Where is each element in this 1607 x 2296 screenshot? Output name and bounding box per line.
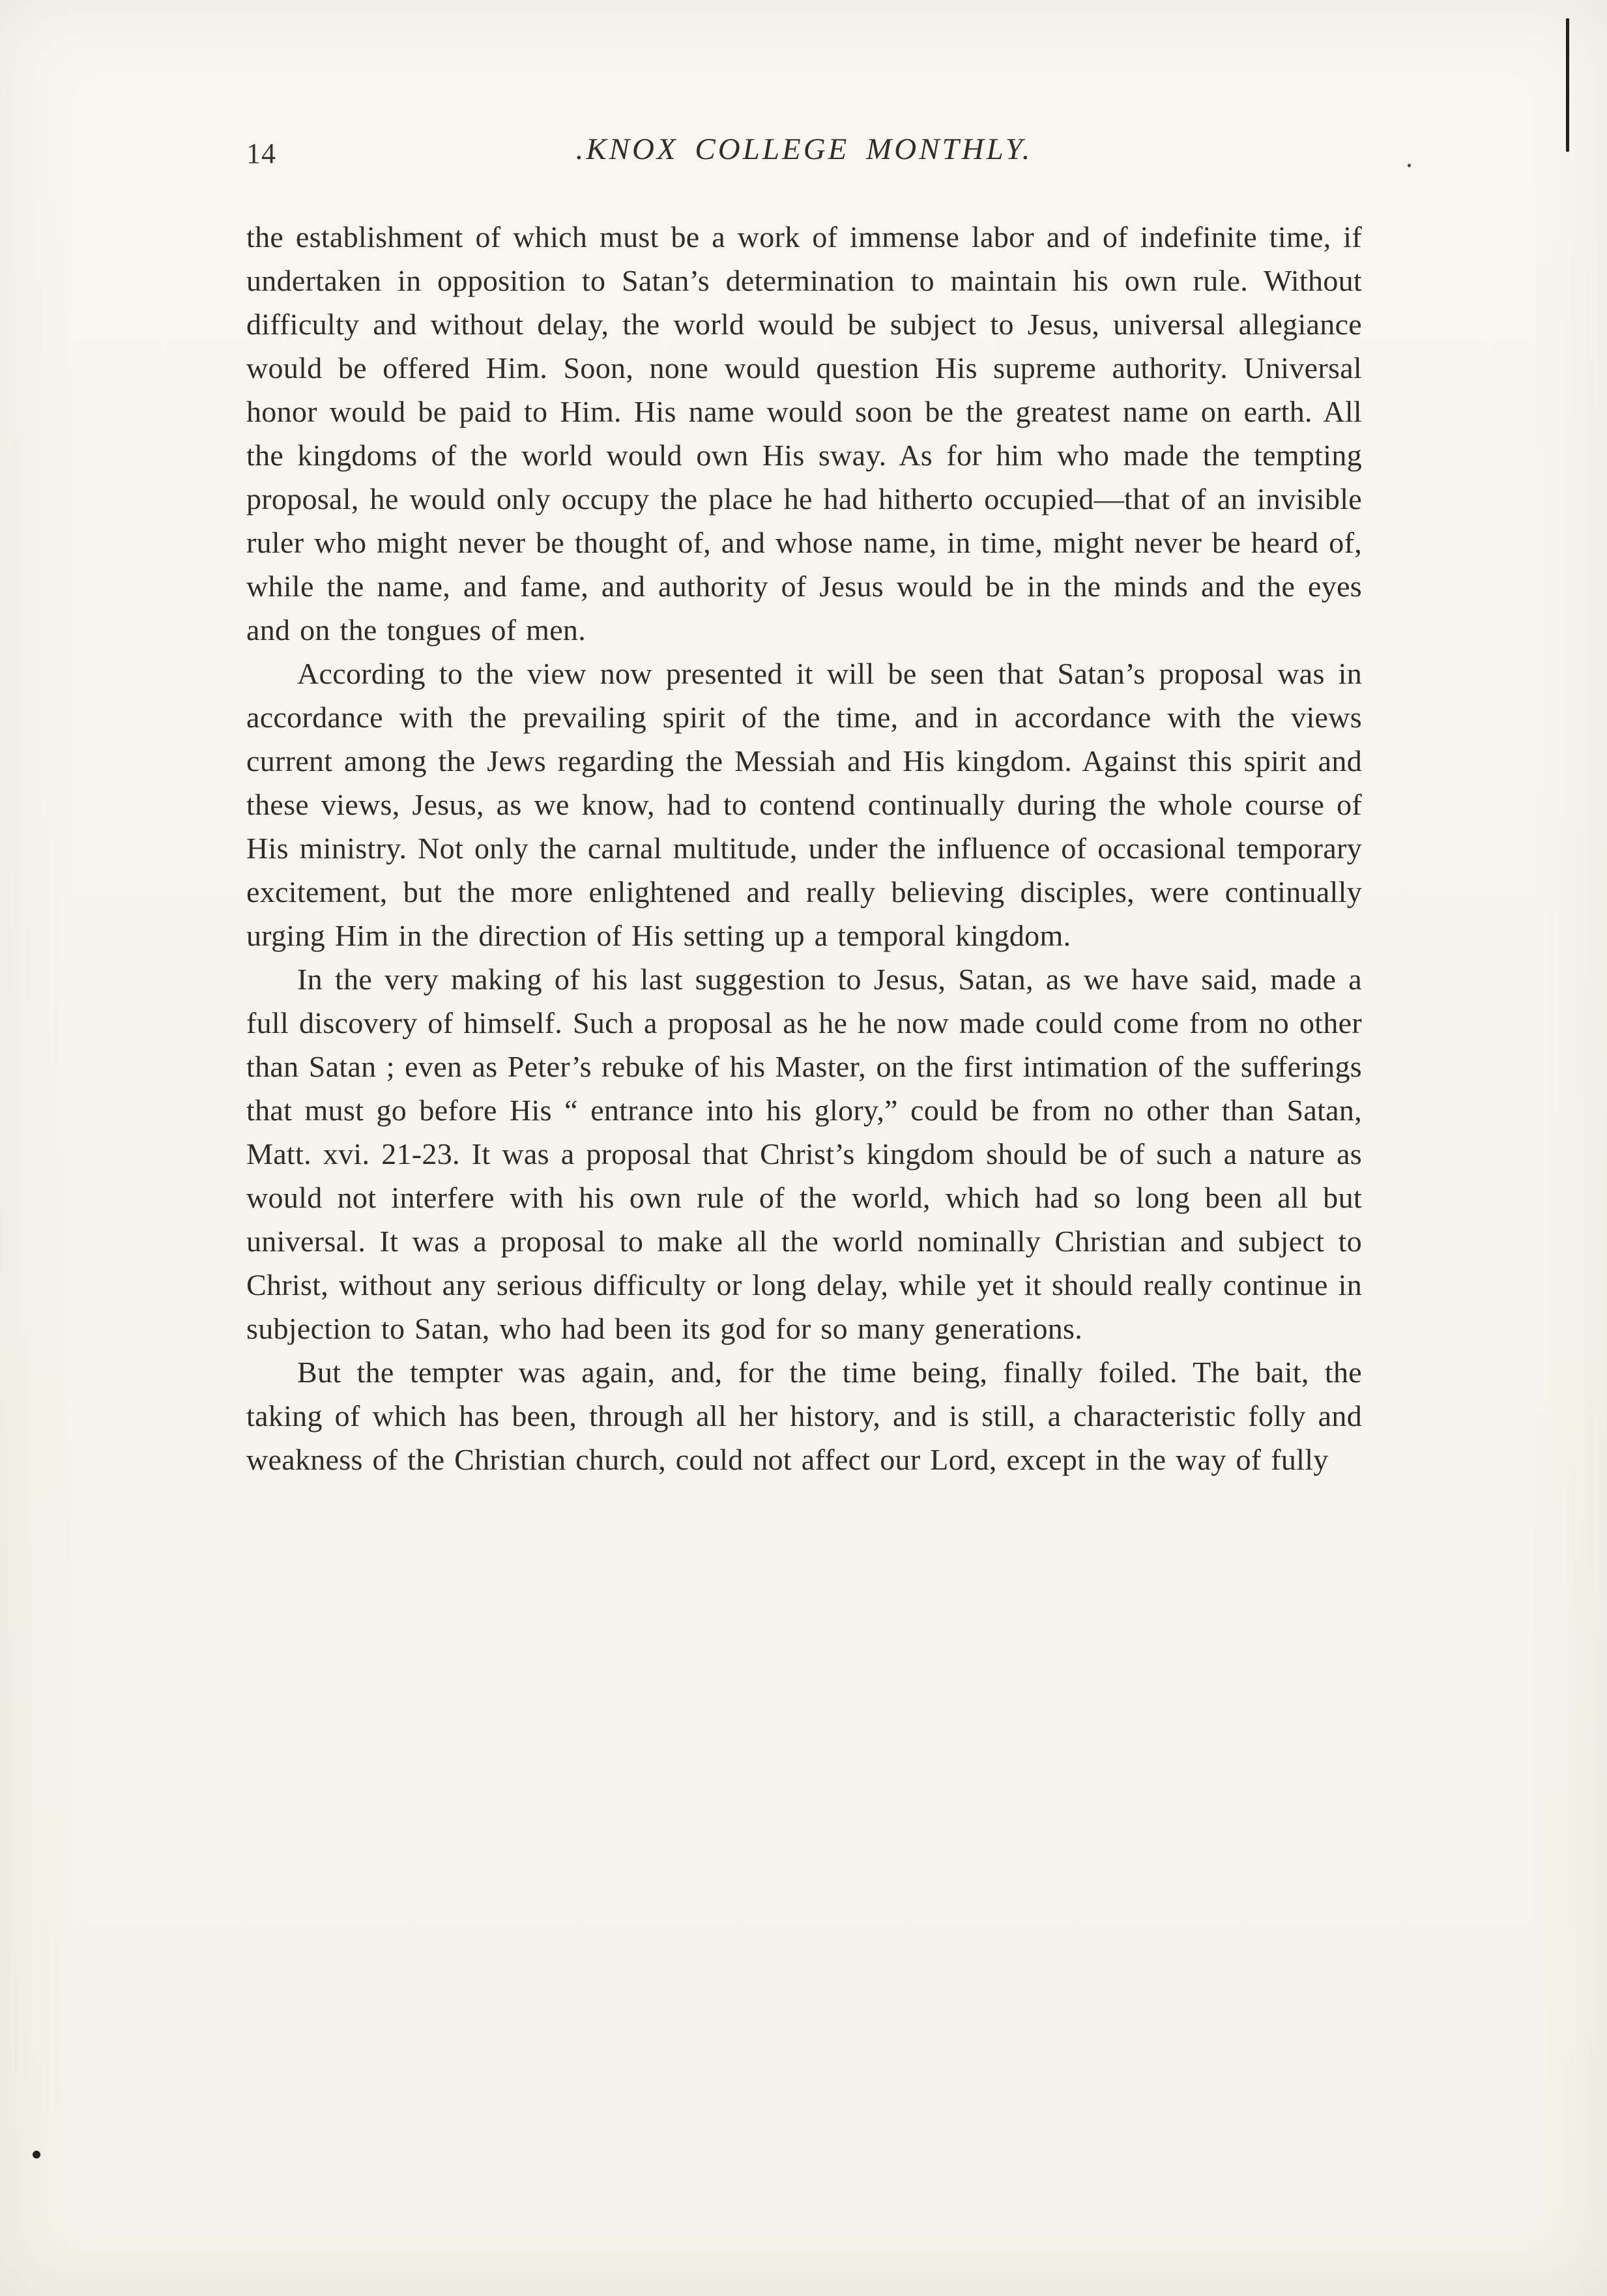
body-text bbox=[246, 215, 1362, 1481]
scan-dot-artifact bbox=[33, 2151, 40, 2158]
page-number: 14 bbox=[246, 138, 276, 169]
scan-edge-artifact bbox=[1566, 18, 1569, 152]
paragraph: But the tempter was again, and, for the time being, finally foiled. The bait, the taking of which has been, through all her history, and is still, a characteristic folly and weakness of the Christian church, could not affect our Lord, except in the way of fully bbox=[246, 1356, 1362, 1476]
running-title: .KNOX COLLEGE MONTHLY. bbox=[575, 132, 1033, 166]
page-content bbox=[246, 128, 1413, 1481]
header-dot-artifact: . bbox=[1406, 141, 1413, 173]
paragraph-continuation: the establishment of which must be a work of immense labor and of indefinite time, if undertaken in opposition to Satan’s determination to maintain his own rule. Without difficulty and without delay, the world would be subject to Jesus, universal allegiance would be offered Him. Soon, none would question His supreme authority. Universal honor would be paid to Him. His name would soon be the greatest name on earth. All the kingdoms of the world would own His sway. As for him who made the tempting proposal, he would only occupy the place he had hitherto occupied—that of an invisible ruler who might never be thought of, and whose name, in time, might never be heard of, while the name, and fame, and authority of Jesus would be in the minds and the eyes and on the tongues of men. bbox=[246, 220, 1362, 647]
paragraph: In the very making of his last suggestion to Jesus, Satan, as we have said, made a full discovery of himself. Such a proposal as he he now made could come from no other than Satan ; even as Peter’s rebuke of his Master, on the first intimation of the sufferings that must go before His “ entrance into his glory,” could be from no other than Satan, Matt. xvi. 21-23. It was a proposal that Christ’s kingdom should be of such a nature as would not interfere with his own rule of the world, which had so long been all but universal. It was a proposal to make all the world nominally Christian and subject to Christ, without any serious difficulty or long delay, while yet it should really continue in subjection to Satan, who had been its god for so many generations. bbox=[246, 963, 1362, 1345]
page-header bbox=[246, 128, 1413, 179]
paragraph: According to the view now presented it will be seen that Satan’s proposal was in accordance with the prevailing spirit of the time, and in accordance with the views current among the Jews regarding the Messiah and His kingdom. Against this spirit and these views, Jesus, as we know, had to contend continually during the whole course of His ministry. Not only the carnal multitude, under the influence of occasional temporary excitement, but the more enlightened and really believing disciples, were continually urging Him in the direction of His setting up a temporal kingdom. bbox=[246, 657, 1362, 952]
